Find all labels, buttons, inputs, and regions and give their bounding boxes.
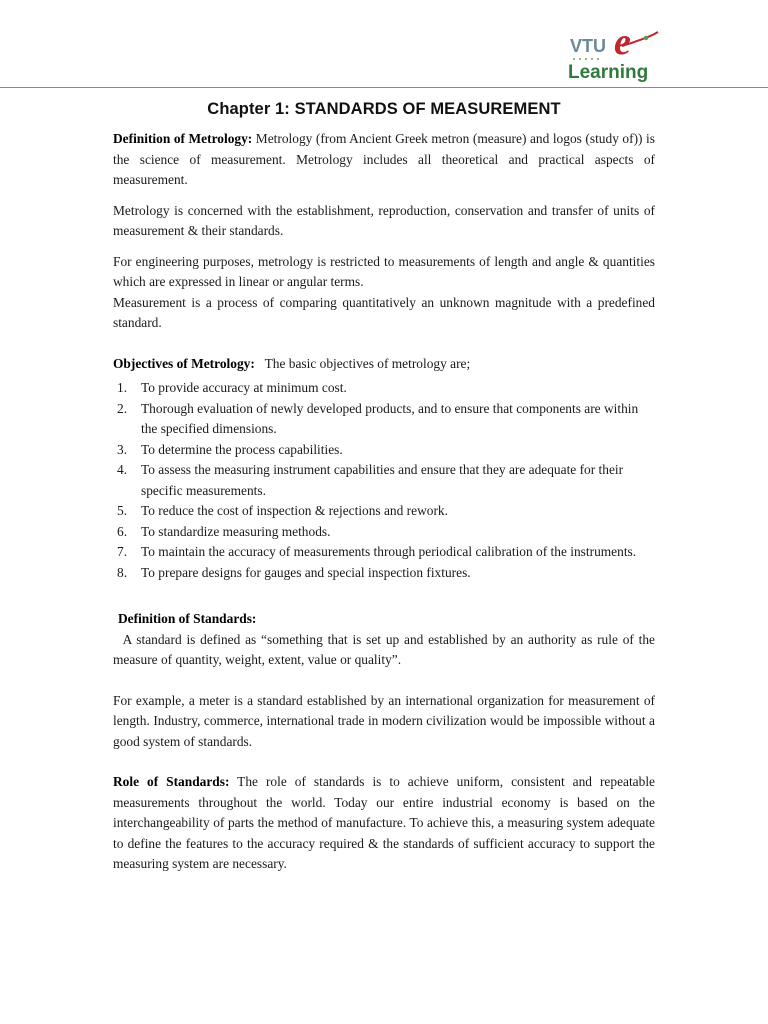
header-divider	[0, 87, 768, 88]
logo-learning-text: Learning	[568, 62, 649, 83]
role-of-standards-heading: Role of Standards:	[113, 774, 230, 789]
standards-definition-heading: Definition of Standards:	[118, 611, 257, 626]
logo-e-text: e	[614, 21, 631, 63]
logo-vtu-text: VTU	[570, 36, 606, 56]
measurement-definition-paragraph: Measurement is a process of comparing quantitatively an unknown magnitude with a predefined standard.	[113, 294, 655, 330]
list-item: 7. To maintain the accuracy of measurements through periodical calibration of the instruments.	[117, 544, 637, 559]
standards-definition-paragraph	[113, 630, 655, 671]
chapter-title: Chapter 1: STANDARDS OF MEASUREMENT	[207, 100, 561, 118]
logo-dot	[644, 36, 648, 40]
list-item: 1. To provide accuracy at minimum cost.	[117, 380, 347, 395]
objectives-heading: Objectives of Metrology:	[113, 355, 255, 371]
logo-dots-row	[573, 58, 599, 60]
list-item: 2. Thorough evaluation of newly developed products, and to ensure that components are within the specified dimensions.	[117, 400, 639, 436]
metrology-definition-paragraph	[113, 129, 655, 191]
metrology-concern-paragraph: Metrology is concerned with the establishment, reproduction, conservation and transfer of units of measurement & their standards.	[113, 202, 655, 238]
objectives-intro: The basic objectives of metrology are;	[254, 355, 471, 371]
role-of-standards-text: The role of standards is to achieve uniform, consistent and repeatable measurements throughout the world. Today our entire industrial economy is based on the interchangeability of parts the method of manufacture. To achieve this, a measuring system adequate to define the features to the accuracy required & the standards of sufficient accuracy to support the measuring system are necessary.	[113, 774, 655, 871]
standards-definition-heading-line	[113, 609, 655, 630]
list-item: 8. To prepare designs for gauges and special inspection fixtures.	[117, 564, 471, 580]
metrology-definition-heading: Definition of Metrology:	[113, 131, 253, 146]
metrology-definition-text: Metrology (from Ancient Greek metron (measure) and logos (study of)) is the science of measurement. Metrology includes all theoretical and practical aspects of measurement.	[113, 131, 655, 187]
objectives-paragraph	[113, 354, 655, 375]
list-item: 5. To reduce the cost of inspection & rejections and rework.	[117, 503, 448, 518]
list-item: 3. To determine the process capabilities.	[117, 441, 343, 457]
role-of-standards-paragraph	[113, 772, 655, 875]
objectives-list	[113, 378, 655, 583]
document-body	[113, 100, 655, 875]
vtu-elearning-logo-graphic	[564, 16, 664, 86]
standards-definition-text: A standard is defined as “something that is set up and established by an authority as rule of the measure of quantity, weight, extent, value or quality”.	[113, 631, 655, 667]
list-item: 4. To assess the measuring instrument capabilities and ensure that they are adequate for their specific measurements.	[117, 462, 624, 498]
vtu-elearning-logo	[564, 16, 664, 86]
list-item: 6. To standardize measuring methods.	[117, 523, 331, 539]
engineering-purposes-paragraph: For engineering purposes, metrology is restricted to measurements of length and angle & quantities which are expressed in linear or angular terms.	[113, 253, 655, 289]
meter-example-paragraph: For example, a meter is a standard established by an international organization for measurement of length. Industry, commerce, international trade in modern civilization would be impossible without a good system of standards.	[113, 692, 655, 749]
